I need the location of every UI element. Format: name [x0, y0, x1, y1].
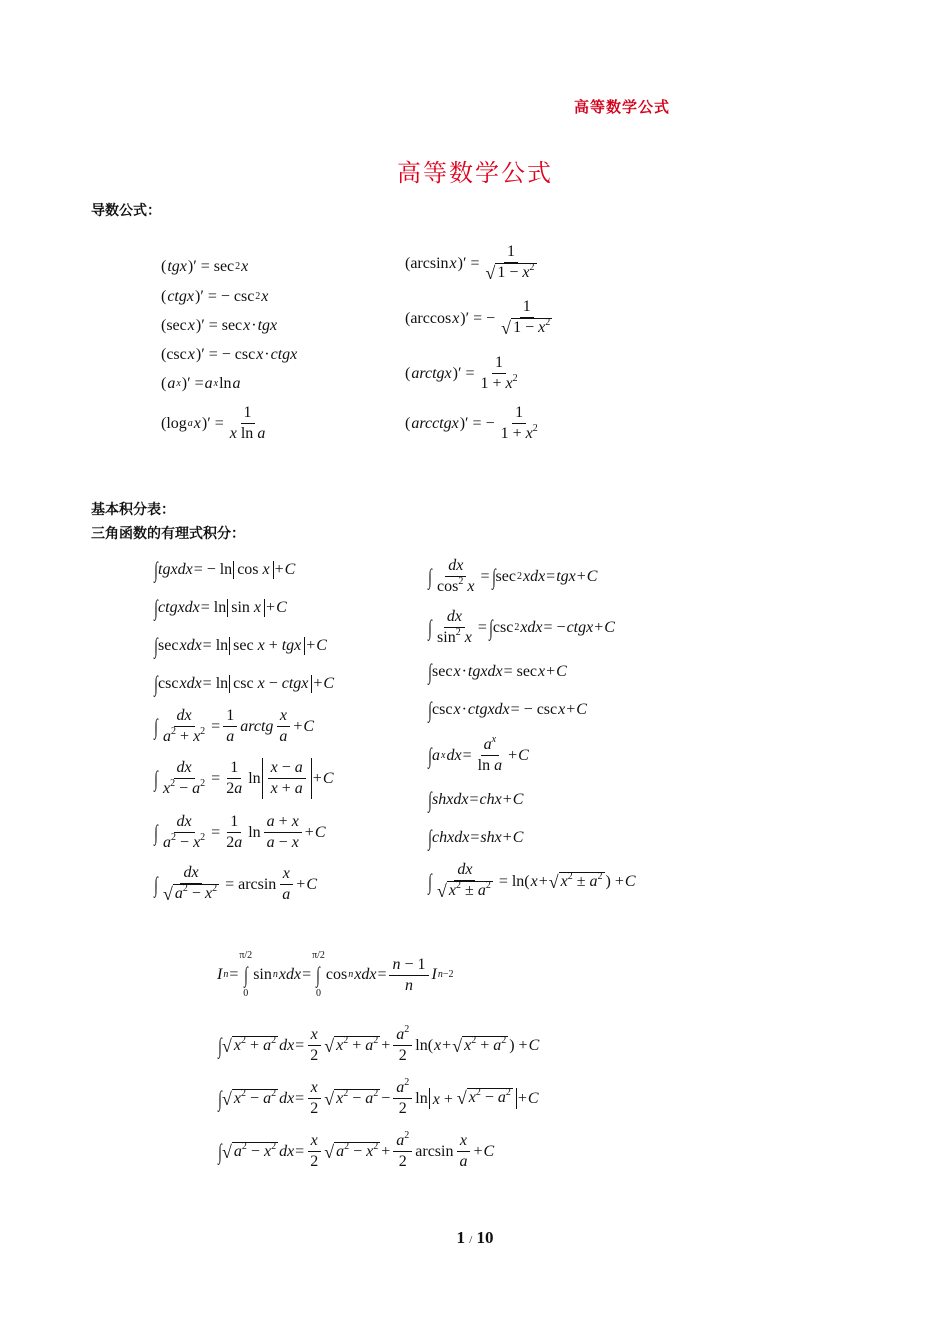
section-trig-rational: 三角函数的有理式积分： [91, 526, 245, 542]
formula-i-arctg: ∫ $\frac{dx}{a^2 + x^2}$ = $\frac{1}{a}$ arctg $\frac{x}{a}$ + C [154, 707, 315, 745]
formula-i-sec: ∫ sec xdx = ln sec x + tgx + C [154, 633, 327, 658]
formula-i-sectg: ∫ sec x · tgxdx = sec x + C [428, 659, 567, 684]
formula-i-arcsin: ∫ dx √ $a^2 - x^2$ = arcsin $\frac{x}{a}$ + C [154, 864, 317, 904]
section-derivatives: 导数公式： [91, 203, 161, 219]
formula-i-ctg: ∫ ctgxdx = ln sin x + C [154, 595, 287, 620]
formula-reduction-in: I n = π/2 ∫ 0 sin n xdx = π/2 ∫ 0 cos n xdx = $\frac{n - 1}{n}$ I n−2 [217, 950, 454, 999]
formula-d-arccos: (arccos x )′ = − 1 √ $1 - x^2$ [405, 298, 551, 338]
page-title: 高等数学公式 [397, 159, 553, 187]
formula-i-ln-xa: ∫ $\frac{dx}{x^2 - a^2}$ = $\frac{1}{2a}$ ln $\frac{x - a}{x + a}$ + C [154, 759, 334, 797]
formula-i-ln-sqrt: ∫ dx √ $x^2 \pm a^2$ = ln( x + √ $x^2 \pm a^2$ ) + C [428, 861, 636, 901]
formula-i-exp: ∫ a x dx = $\frac{a^x}{\text{ln a}}$ + C [428, 734, 529, 774]
page-separator: / [469, 1234, 473, 1246]
formula-i-tg: ∫ tgxdx = − ln cos x + C [154, 557, 296, 582]
formula-d-arctg: ( arctgx )′ = $\frac{1}{1 + x^2}$ [405, 354, 518, 392]
formula-d-exp: ( a x )′ = a x ln a [161, 375, 241, 392]
formula-i-ln-ax: ∫ $\frac{dx}{a^2 - x^2}$ = $\frac{1}{2a}$ ln $\frac{a + x}{a - x}$ + C [154, 813, 326, 851]
formula-i-csc: ∫ csc xdx = ln csc x − ctgx + C [154, 671, 335, 696]
page-current: 1 [456, 1228, 465, 1247]
formula-d-ctg: ( ctgx )′ = − csc 2 x [161, 288, 269, 305]
formula-sqrt-x2-minus-a2: ∫ √ $x^2 - a^2$ dx = $\frac{x}{2}$ √ $x^2 - a^2$ − $\frac{a^2}{2}$ ln x + √ $x^2 - a^2$ + C [218, 1077, 539, 1117]
formula-d-arcctg: ( arcctgx )′ = − $\frac{1}{1 + x^2}$ [405, 404, 538, 442]
formula-d-log: (log a x )′ = $\frac{1}{\text{x ln a}}$ [161, 404, 266, 442]
running-header: 高等数学公式 [573, 98, 670, 116]
formula-d-sec: (sec x )′ = sec x · tgx [161, 317, 278, 334]
formula-i-sh: ∫ shxdx = chx + C [428, 787, 524, 812]
section-basic-integrals: 基本积分表： [91, 502, 175, 518]
formula-d-tg: ( tgx )′ = sec 2 x [161, 258, 249, 275]
formula-i-cscctg: ∫ csc x · ctgxdx = − csc x + C [428, 697, 587, 722]
page-total: 10 [476, 1228, 494, 1247]
formula-sqrt-a2-minus-x2: ∫ √ $a^2 - x^2$ dx = $\frac{x}{2}$ √ $a^2 - x^2$ + $\frac{a^2}{2}$ arcsin $\frac{x}{a}$ + C [218, 1130, 495, 1170]
page-number [0, 1228, 950, 1248]
formula-i-sin2: ∫ $\frac{dx}{\sin^2 x}$ = ∫ csc 2 xdx = − ctgx + C [428, 608, 615, 646]
formula-i-ch: ∫ chxdx = shx + C [428, 825, 524, 850]
formula-d-csc: (csc x )′ = − csc x · ctgx [161, 346, 298, 363]
formula-i-cos2: ∫ $\frac{dx}{\cos^2 x}$ = ∫ sec 2 xdx = tgx + C [428, 557, 598, 595]
formula-d-arcsin: (arcsin x )′ = 1 √ $1 - x^2$ [405, 243, 535, 283]
formula-sqrt-x2-plus-a2: ∫ √ $x^2 + a^2$ dx = $\frac{x}{2}$ √ $x^2 + a^2$ + $\frac{a^2}{2}$ ln( x + √ $x^2 + a^2$ ) + C [218, 1024, 540, 1064]
